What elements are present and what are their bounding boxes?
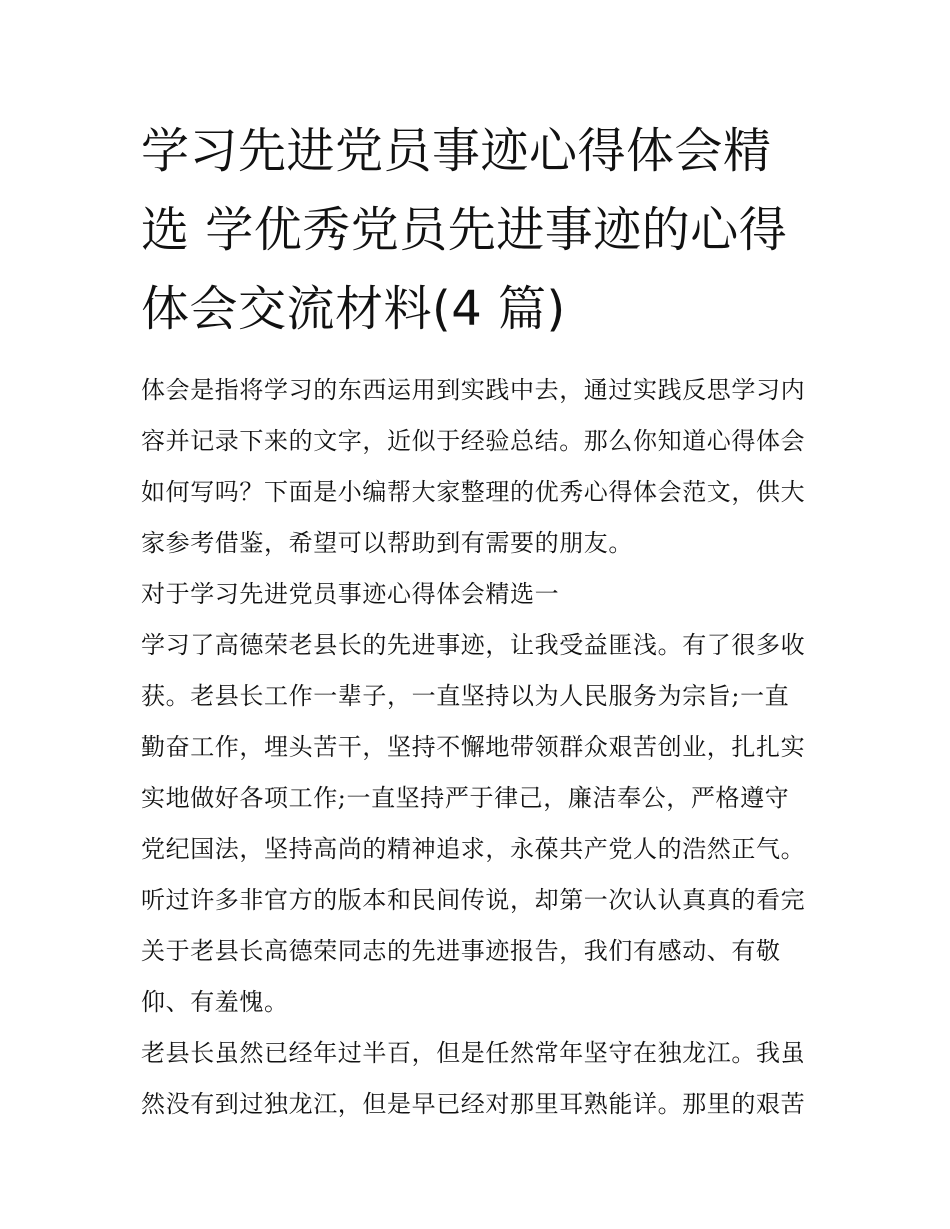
text-line: 对于学习先进党员事迹心得体会精选一 — [141, 580, 560, 608]
text-line: 仰、有羞愧。 — [141, 988, 289, 1016]
text-line: 如何写吗？下面是小编帮大家整理的优秀心得体会范文，供大 — [141, 478, 806, 506]
text-line: 体会是指将学习的东西运用到实践中去，通过实践反思学习内 — [141, 376, 806, 404]
body-paragraph-1 — [141, 620, 821, 1028]
text-line: 然没有到过独龙江，但是早已经对那里耳熟能详。那里的艰苦 — [141, 1090, 806, 1118]
text-line: 实地做好各项工作;一直坚持严于律己，廉洁奉公，严格遵守 — [141, 784, 790, 812]
text-line: 勤奋工作，埋头苦干，坚持不懈地带领群众艰苦创业，扎扎实 — [141, 733, 806, 761]
section-heading — [141, 569, 821, 620]
title-line: 学习先进党员事迹心得体会精 — [141, 123, 772, 179]
text-line: 听过许多非官方的版本和民间传说，却第一次认认真真的看完 — [141, 886, 806, 914]
text-line: 获。老县长工作一辈子，一直坚持以为人民服务为宗旨;一直 — [141, 682, 790, 710]
text-line: 党纪国法，坚持高尚的精神追求，永葆共产党人的浩然正气。 — [141, 835, 806, 863]
document-title — [141, 112, 821, 349]
title-line: 选 学优秀党员先进事迹的心得 — [141, 202, 788, 258]
title-line: 体会交流材料(4 篇) — [141, 281, 566, 337]
text-line: 家参考借鉴，希望可以帮助到有需要的朋友。 — [141, 529, 633, 557]
text-line: 关于老县长高德荣同志的先进事迹报告，我们有感动、有敬 — [141, 937, 781, 965]
body-paragraph-2 — [141, 1028, 821, 1130]
text-line: 容并记录下来的文字，近似于经验总结。那么你知道心得体会 — [141, 427, 806, 455]
text-line: 学习了高德荣老县长的先进事迹，让我受益匪浅。有了很多收 — [141, 631, 806, 659]
document-page — [141, 112, 821, 1130]
intro-paragraph — [141, 365, 821, 569]
text-line: 老县长虽然已经年过半百，但是任然常年坚守在独龙江。我虽 — [141, 1039, 806, 1067]
